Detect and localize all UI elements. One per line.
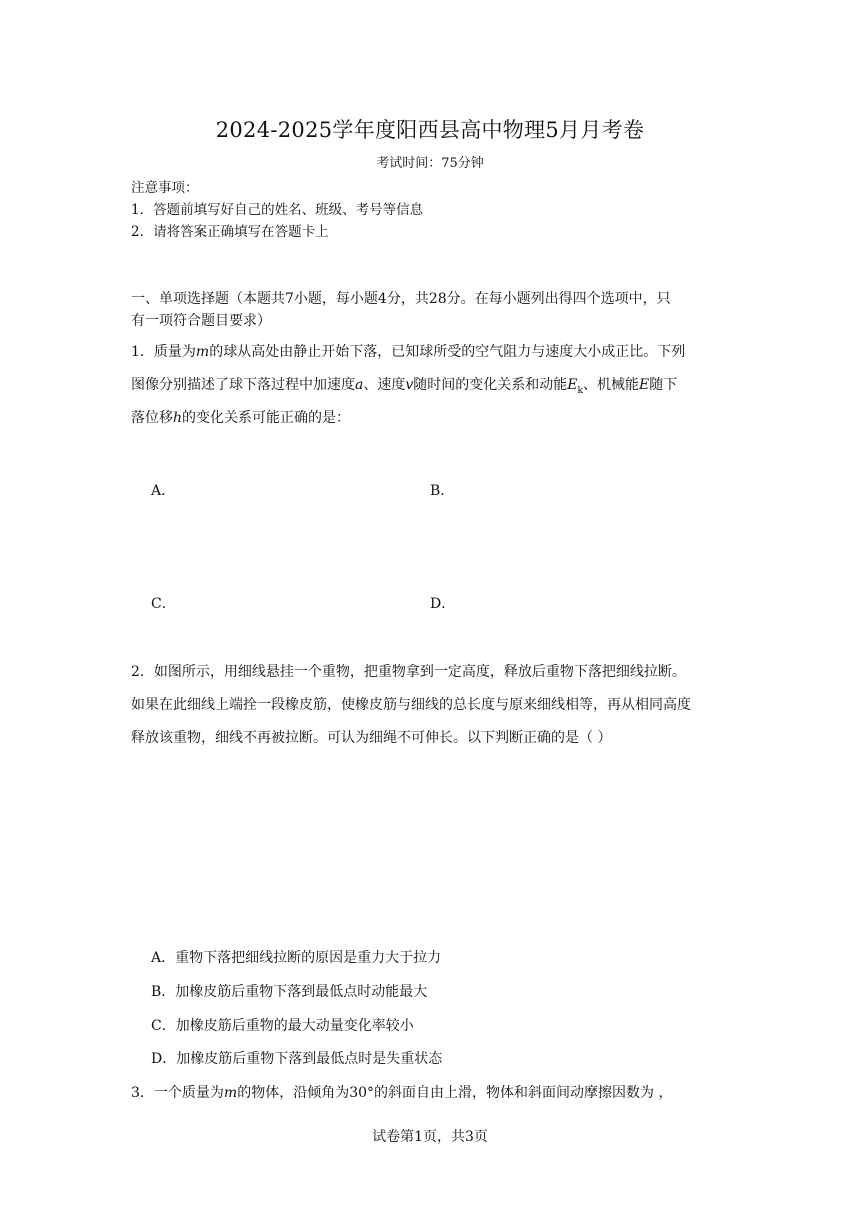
question-2-line-3: 释放该重物，细线不再被拉断。可认为细绳不可伸长。以下判断正确的是（ ） [131, 730, 612, 746]
question-1-line-2: 图像分别描述了球下落过程中加速度a、速度v随时间的变化关系和动能$E_k$、机械能E随下 [131, 377, 678, 396]
q1-option-d[interactable]: D． [430, 596, 456, 612]
q1-option-c[interactable]: C． [151, 596, 176, 612]
q1-option-a[interactable]: A． [151, 483, 176, 499]
section-heading-cont: 有一项符合题目要求） [131, 313, 271, 329]
notes-heading: 注意事项： [131, 180, 199, 196]
q2-option-b[interactable]: B．加橡皮筋后重物下落到最低点时动能最大 [151, 984, 428, 1000]
var-m: m [195, 344, 210, 360]
page-title: 2024-2025学年度阳西县高中物理5月月考卷 [215, 118, 645, 142]
question-2-line-1: 2．如图所示，用细线悬挂一个重物，把重物拿到一定高度，释放后重物下落把细线拉断。 [131, 664, 686, 680]
note-item: 2．请将答案正确填写在答题卡上 [131, 224, 329, 240]
exam-time: 考试时间：75分钟 [376, 156, 484, 171]
note-item: 1．答题前填写好自己的姓名、班级、考号等信息 [131, 202, 424, 218]
q2-option-a[interactable]: A．重物下落把细线拉断的原因是重力大于拉力 [151, 950, 442, 966]
page-footer: 试卷第1页，共3页 [372, 1129, 488, 1145]
q2-option-d[interactable]: D．加橡皮筋后重物下落到最低点时是失重状态 [151, 1051, 443, 1067]
question-1-line-3: 落位移h的变化关系可能正确的是： [131, 410, 351, 426]
question-2-line-2: 如果在此细线上端拴一段橡皮筋，使橡皮筋与细线的总长度与原来细线相等，再从相同高度 [131, 697, 691, 713]
q2-option-c[interactable]: C．加橡皮筋后重物的最大动量变化率较小 [151, 1018, 414, 1034]
question-3-line-1: 3．一个质量为m的物体，沿倾角为30°的斜面自由上滑，物体和斜面间动摩擦因数为 ， [131, 1085, 673, 1101]
section-heading: 一、单项选择题（本题共7小题，每小题4分，共28分。在每小题列出得四个选项中，只 [131, 291, 671, 307]
q1-option-b[interactable]: B． [430, 483, 455, 499]
question-1-line-1: 1．质量为m的球从高处由静止开始下落，已知球所受的空气阻力与速度大小成正比。下列 [131, 344, 686, 360]
